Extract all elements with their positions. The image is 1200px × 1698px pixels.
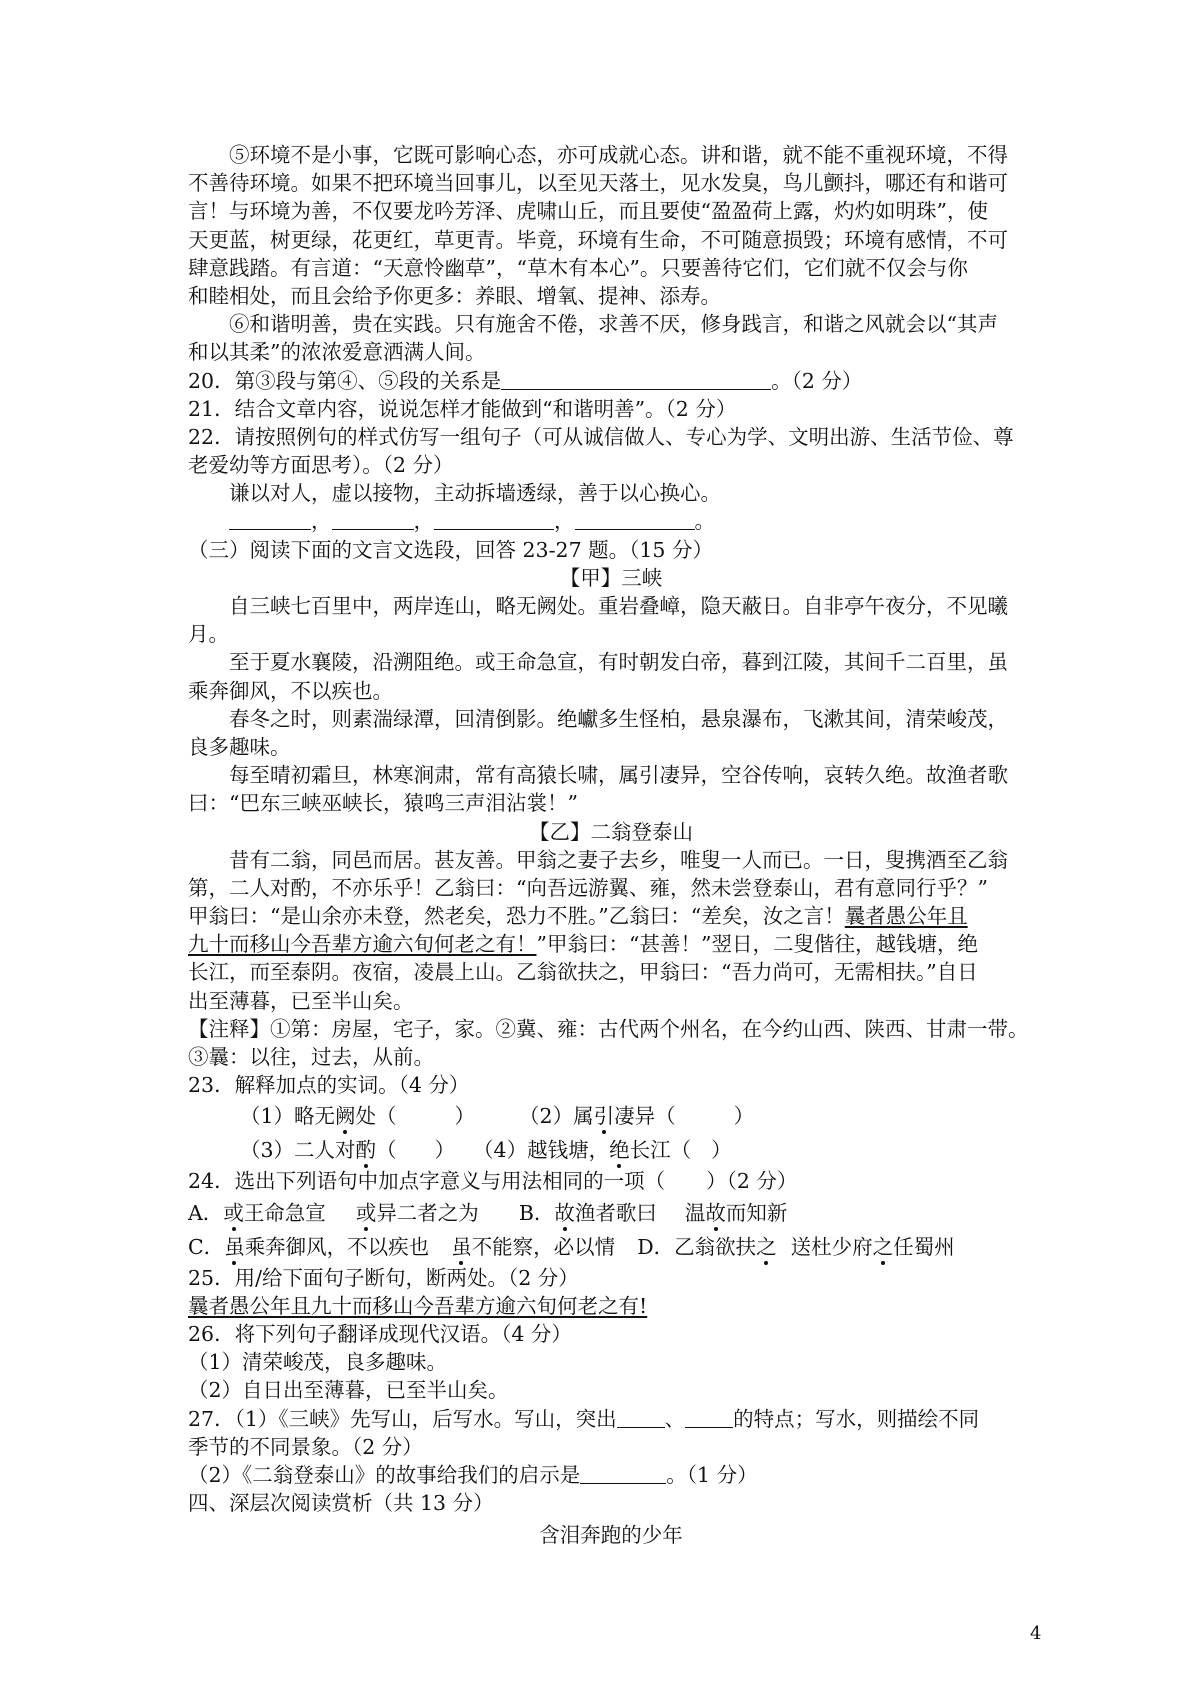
question-27: 季节的不同景象。（2 分） <box>188 1434 423 1459</box>
yi-line: 第，二人对酌，不亦乐乎！乙翁曰：“向吾远游翼、雍，然未尝登泰山，君有意同行乎？” <box>188 875 988 900</box>
section-4-heading: 四、深层次阅读赏析（共 13 分） <box>188 1491 494 1516</box>
question-26-item: （2）自日出至薄暮，已至半山矣。 <box>188 1378 509 1403</box>
example-sentence: 谦以对人，虚以接物，主动拆墙透绿，善于以心换心。 <box>229 481 721 506</box>
answer-blank[interactable] <box>332 509 414 530</box>
paragraph-6-line: 和以其柔”的浓浓爱意洒满人间。 <box>188 340 486 365</box>
yi-line: 长江，而至泰阴。夜宿，凌晨上山。乙翁欲扶之，甲翁曰：“吾力尚可，无需相扶。”自日 <box>188 960 978 985</box>
paragraph-5-line: 肆意践踏。有言道：“天意怜幽草”，“草木有本心”。只要善待它们，它们就不仅会与你 <box>188 255 968 280</box>
question-21: 21．结合文章内容，说说怎样才能做到“和谐明善”。（2 分） <box>188 396 737 421</box>
sanxia-line: 每至晴初霜旦，林寒涧肃，常有高猿长啸，属引凄异，空谷传响，哀转久绝。故渔者歌 <box>229 763 1008 788</box>
sanxia-line: 良多趣味。 <box>188 734 291 759</box>
story-title: 含泪奔跑的少年 <box>539 1523 683 1548</box>
question-22: 22．请按照例句的样式仿写一组句子（可从诚信做人、专心为学、文明出游、生活节俭、尊 <box>188 424 1014 449</box>
notes-line: 【注释】①第：房屋，宅子，家。②冀、雍：古代两个州名，在今约山西、陕西、甘肃一带。 <box>188 1016 1029 1041</box>
paragraph-5-line: 言！与环境为善，不仅要龙吟芳泽、虎啸山丘，而且要使“盈盈荷上露，灼灼如明珠”，使 <box>188 199 988 224</box>
question-24-options-ab: A．或王命急宣 或异二者之为 B．故渔者歌曰 温故而知新 <box>188 1200 788 1225</box>
answer-blank[interactable] <box>229 509 311 530</box>
question-27: （2）《二翁登泰山》的故事给我们的启示是 。（1 分） <box>188 1462 758 1487</box>
answer-blank[interactable] <box>685 1407 733 1428</box>
question-25-title: 25．用/给下面句子断句，断两处。（2 分） <box>188 1265 579 1290</box>
underlined-sentence: 九十而移山今吾辈方逾六旬何老之有！ <box>188 932 537 957</box>
question-27: 27．（1）《三峡》先写山，后写水。写山，突出 、 的特点；写水，则描绘不同 <box>188 1406 980 1431</box>
sanxia-line: 春冬之时，则素湍绿潭，回清倒影。绝巘多生怪柏，悬泉瀑布，飞漱其间，清荣峻茂， <box>229 706 1008 731</box>
question-23-items: （1）略无阙处（ ） （2）属引凄异（ ） <box>240 1104 755 1129</box>
sanxia-line: 自三峡七百里中，两岸连山，略无阙处。重岩叠嶂，隐天蔽日。自非亭午夜分，不见曦 <box>229 594 1008 618</box>
question-26-item: （1）清荣峻茂，良多趣味。 <box>188 1350 448 1375</box>
imitation-blanks: ， ， ， 。 <box>188 507 1034 535</box>
question-23-items: （3）二人对酌（ ） （4）越钱塘，绝长江（ ） <box>240 1138 732 1163</box>
question-22: 老爱幼等方面思考）。（2 分） <box>188 453 454 478</box>
paragraph-6-line: ⑥和谐明善，贵在实践。只有施舍不倦，求善不厌，修身践言，和谐之风就会以“其声 <box>229 312 998 337</box>
question-25-text: 曩者愚公年且九十而移山今吾辈方逾六旬何老之有! <box>188 1293 648 1318</box>
sanxia-line: 乘奔御风，不以疾也。 <box>188 678 393 703</box>
sanxia-line: 至于夏水襄陵，沿溯阻绝。或王命急宣，有时朝发白帝，暮到江陵，其间千二百里，虽 <box>229 650 1008 675</box>
sanxia-line: 月。 <box>188 622 229 647</box>
paragraph-5-line: 天更蓝，树更绿，花更红，草更青。毕竟，环境有生命，不可随意损毁；环境有感情，不可 <box>188 227 1008 252</box>
question-26-title: 26．将下列句子翻译成现代汉语。（4 分） <box>188 1321 572 1346</box>
answer-blank[interactable] <box>575 509 695 530</box>
answer-blank[interactable] <box>501 369 771 390</box>
question-24-options-cd: C．虽乘奔御风，不以疾也 虽不能察，必以情 D．乙翁欲扶之 送杜少府之任蜀州 <box>188 1234 955 1259</box>
page-number: 4 <box>1030 1623 1042 1644</box>
passage-yi-title: 【乙】二翁登泰山 <box>529 819 693 844</box>
page-content <box>188 141 1034 1549</box>
yi-line: 昔有二翁，同邑而居。甚友善。甲翁之妻子去乡，唯叟一人而已。一日，叟携酒至乙翁 <box>229 847 1008 872</box>
paragraph-5-line: ⑤环境不是小事，它既可影响心态，亦可成就心态。讲和谐，就不能不重视环境，不得 <box>229 143 1008 167</box>
question-24-title: 24．选出下列语句中加点字意义与用法相同的一项（ ）（2 分） <box>188 1169 798 1194</box>
passage-jia-title: 【甲】三峡 <box>559 565 663 590</box>
notes-line: ③曩：以往，过去，从前。 <box>188 1045 434 1069</box>
yi-line: 九十而移山今吾辈方逾六旬何老之有！”甲翁曰：“甚善！”翌日，二叟偕往，越钱塘，绝 <box>188 932 978 957</box>
question-20: 20．第③段与第④、⑤段的关系是 。（2 分） <box>188 368 863 393</box>
paragraph-5-line: 不善待环境。如果不把环境当回事儿，以至见天落土，见水发臭，鸟儿颤抖，哪还有和谐可 <box>188 171 1008 196</box>
yi-line: 出至薄暮，已至半山矣。 <box>188 988 414 1013</box>
answer-blank[interactable] <box>617 1407 665 1428</box>
paragraph-5-line: 和睦相处，而且会给予你更多：养眼、增氧、提神、添寿。 <box>188 283 721 308</box>
question-23-title: 23．解释加点的实词。（4 分） <box>188 1073 470 1098</box>
section-3-heading: （三）阅读下面的文言文选段，回答 23-27 题。（15 分） <box>188 537 713 562</box>
yi-line: 甲翁曰：“是山余亦未登，然老矣，恐力不胜。”乙翁曰：“差矣，汝之言！曩者愚公年且 <box>188 904 968 929</box>
underlined-sentence: 曩者愚公年且 <box>844 904 968 929</box>
sanxia-line: 曰：“巴东三峡巫峡长，猿鸣三声泪沾裳！” <box>188 791 578 816</box>
answer-blank[interactable] <box>580 1463 666 1484</box>
answer-blank[interactable] <box>434 509 554 530</box>
